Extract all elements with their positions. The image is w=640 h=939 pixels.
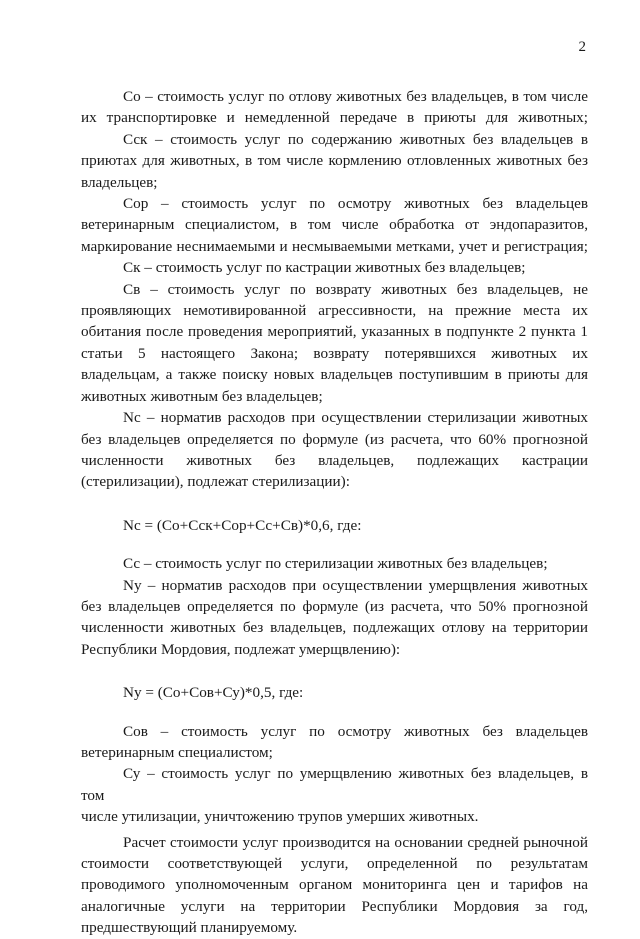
paragraph-line: Республики Мордовия, подлежат умерщвлению): (81, 640, 401, 658)
paragraph-line: числе утилизации, уничтожению трупов умерших животных. (81, 808, 479, 826)
paragraph-line: обитания после проведения мероприятий, указанных в подпункте 2 пункта 1 (81, 323, 588, 341)
paragraph-line: ветеринарным специалистом, в том числе обработка от эндопаразитов, (81, 216, 588, 234)
paragraph-line: аналогичные услуги на территории Республики Мордовия за год, (81, 897, 588, 915)
document-body (81, 86, 588, 939)
formula-nc: Nc = (Со+Сск+Сор+Сс+Св)*0,6, где: (123, 516, 362, 534)
paragraph-line: проявляющих немотивированной агрессивности, на прежние места их (81, 302, 588, 320)
paragraph-line: их транспортировке и немедленной передаче в приюты для животных; (81, 109, 588, 127)
paragraph-line: предшествующий планируемому. (81, 919, 298, 937)
paragraph-line: стоимости соответствующей услуги, определенной по результатам (81, 855, 588, 872)
paragraph-line: владельцам, а также поиску новых владельцев поступившим в приюты для (81, 366, 588, 384)
paragraph-line: численности животных без владельцев, подлежащих отлову на территории (81, 619, 588, 637)
paragraph-line: (стерилизации), подлежат стерилизации): (81, 473, 350, 491)
paragraph-line: Сов – стоимость услуг по осмотру животных без владельцев (123, 722, 588, 740)
paragraph-line: приютах для животных, в том числе кормлению отловленных животных без (81, 152, 588, 170)
paragraph-line: животных животным без владельцев; (81, 387, 323, 405)
paragraph-line: без владельцев определяется по формуле (из расчета, что 50% прогнозной (81, 597, 588, 615)
page-number: 2 (578, 39, 586, 55)
paragraph-line: Су – стоимость услуг по умерщвлению животных без владельцев, в том (81, 765, 588, 804)
paragraph-line: статьи 5 настоящего Закона; возврату потерявшихся животных их (81, 344, 588, 362)
paragraph-line: ветеринарным специалистом; (81, 743, 273, 761)
paragraph-line: Сор – стоимость услуг по осмотру животных без владельцев (123, 195, 588, 213)
paragraph-line: Ny – норматив расходов при осуществлении умерщвления животных (123, 576, 588, 594)
paragraph-line: владельцев; (81, 173, 158, 191)
paragraph-line: Расчет стоимости услуг производится на основании средней рыночной (123, 833, 588, 851)
paragraph-line: Сск – стоимость услуг по содержанию животных без владельцев в (123, 130, 588, 148)
paragraph-line: проводимого уполномоченным органом мониторинга цен и тарифов на (81, 876, 588, 894)
paragraph-line: маркирование неснимаемыми и несмываемыми метками, учет и регистрация; (81, 237, 588, 255)
paragraph-line: Сс – стоимость услуг по стерилизации животных без владельцев; (123, 555, 548, 573)
paragraph-line: Ск – стоимость услуг по кастрации животных без владельцев; (123, 259, 526, 277)
paragraph-line: Nc – норматив расходов при осуществлении стерилизации животных (123, 409, 588, 427)
paragraph-line: Св – стоимость услуг по возврату животных без владельцев, не (123, 280, 588, 298)
paragraph-line: без владельцев определяется по формуле (из расчета, что 60% прогнозной (81, 430, 588, 448)
paragraph-line: Со – стоимость услуг по отлову животных без владельцев, в том числе (123, 88, 588, 105)
paragraph-line: численности животных без владельцев, подлежащих кастрации (81, 451, 588, 469)
formula-ny: Ny = (Со+Сов+Су)*0,5, где: (123, 684, 304, 702)
